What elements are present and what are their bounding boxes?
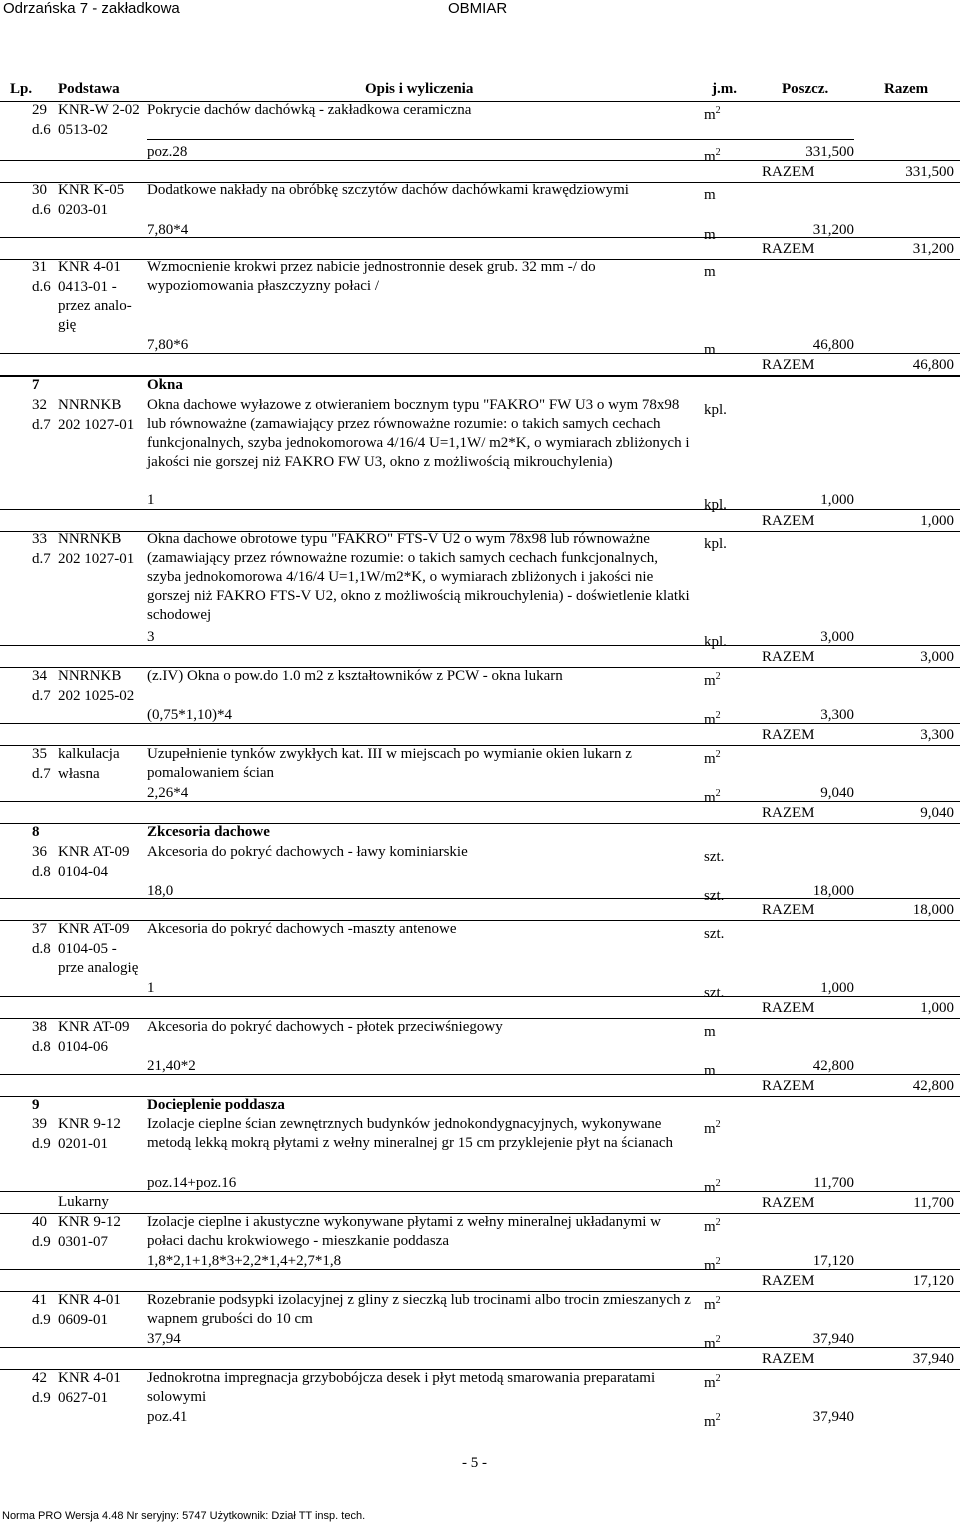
col-opis: Opis i wyliczenia bbox=[365, 81, 474, 97]
row-divider bbox=[0, 353, 960, 354]
col-lp: Lp. bbox=[10, 81, 33, 97]
row-calculation: 21,40*2 bbox=[147, 1058, 196, 1074]
row-partial-value: 37,940 bbox=[812, 1409, 854, 1425]
row-calc-unit bbox=[704, 1174, 721, 1198]
row-calc-unit-unit: m bbox=[704, 149, 716, 165]
row-unit-unit: m bbox=[704, 187, 716, 203]
row-calc-unit bbox=[704, 784, 721, 808]
row-unit-exponent: 2 bbox=[715, 105, 721, 116]
row-divider bbox=[0, 645, 960, 646]
row-division: d.9 bbox=[32, 1312, 51, 1328]
row-bottom-divider bbox=[0, 1096, 960, 1097]
row-basis-1: KNR AT-09 bbox=[58, 1019, 130, 1035]
row-lp: 33 bbox=[32, 531, 47, 547]
razem-label: RAZEM bbox=[762, 164, 815, 180]
row-calc-unit bbox=[704, 143, 721, 167]
row-calc-unit bbox=[704, 628, 727, 652]
row-calculation: 37,94 bbox=[147, 1331, 181, 1347]
section-divider bbox=[0, 376, 960, 377]
page-number: - 5 - bbox=[462, 1455, 487, 1471]
row-unit bbox=[704, 1369, 721, 1393]
row-calc-unit-unit: m bbox=[704, 790, 716, 806]
row-basis-1: KNR 4-01 bbox=[58, 259, 121, 275]
row-calc-unit-exponent: 2 bbox=[715, 788, 721, 799]
row-division: d.6 bbox=[32, 279, 51, 295]
razem-label: RAZEM bbox=[762, 1195, 815, 1211]
row-unit-exponent: 2 bbox=[715, 671, 721, 682]
row-divider bbox=[0, 237, 960, 238]
row-unit-unit: szt. bbox=[704, 849, 725, 865]
row-total-value: 11,700 bbox=[913, 1195, 954, 1211]
row-unit bbox=[704, 745, 721, 769]
section-title: Zkcesoria dachowe bbox=[147, 824, 270, 840]
row-basis-1: KNR 9-12 bbox=[58, 1116, 121, 1132]
row-unit-exponent: 2 bbox=[715, 749, 721, 760]
row-division: d.7 bbox=[32, 688, 51, 704]
row-total-value: 9,040 bbox=[920, 805, 954, 821]
row-calculation: 7,80*4 bbox=[147, 222, 189, 238]
row-basis-3: przez analo- bbox=[58, 298, 132, 314]
row-calc-unit bbox=[704, 1057, 716, 1081]
row-description: Dodatkowe nakłady na obróbkę szczytów dachów dachówkami krawędziowymi bbox=[147, 182, 629, 198]
row-description: Izolacje cieplne i akustyczne wykonywane płytami z wełny mineralnej układanymi w połaci dachu krokwiowego - mieszkanie poddasza bbox=[147, 1214, 661, 1249]
row-calc-unit-unit: kpl. bbox=[704, 634, 727, 650]
row-calc-unit-unit: szt. bbox=[704, 985, 725, 1001]
row-unit-unit: m bbox=[704, 1024, 716, 1040]
row-unit bbox=[704, 1115, 721, 1139]
row-calc-unit bbox=[704, 1252, 721, 1276]
row-calc-unit-unit: m bbox=[704, 1414, 716, 1430]
row-divider bbox=[0, 996, 960, 997]
row-unit bbox=[704, 530, 727, 554]
row-divider bbox=[0, 1074, 960, 1075]
row-division: d.8 bbox=[32, 941, 51, 957]
row-partial-value: 331,500 bbox=[805, 144, 854, 160]
row-unit bbox=[704, 1018, 716, 1042]
row-description: Rozebranie podsypki izolacyjnej z gliny z sieczką lub trocinami albo trocin zmieszanych z wapnem grubości do 10 cm bbox=[147, 1292, 691, 1327]
row-unit-unit: kpl. bbox=[704, 402, 727, 418]
row-description: Izolacje cieplne ścian zewnętrznych budynków jednokondygnacyjnych, wykonywane metodą lekką mokrą płytami z wełny mineralnej gr 15 cm przyklejenie płyt na ścianach bbox=[147, 1116, 674, 1151]
row-unit bbox=[704, 181, 716, 205]
row-calculation: 2,26*4 bbox=[147, 785, 189, 801]
row-unit-exponent: 2 bbox=[715, 1373, 721, 1384]
razem-label: RAZEM bbox=[762, 513, 815, 529]
razem-label: RAZEM bbox=[762, 241, 815, 257]
row-basis-2: 0413-01 - bbox=[58, 279, 117, 295]
row-calc-unit bbox=[704, 1408, 721, 1432]
row-partial-value: 1,000 bbox=[820, 980, 854, 996]
row-unit-unit: m bbox=[704, 1375, 716, 1391]
row-basis-3: Lukarny bbox=[58, 1194, 109, 1210]
row-unit bbox=[704, 843, 724, 867]
row-bottom-divider bbox=[0, 375, 960, 376]
row-lp: 42 bbox=[32, 1370, 47, 1386]
razem-label: RAZEM bbox=[762, 357, 815, 373]
document-type: OBMIAR bbox=[448, 0, 508, 17]
row-basis-2: 0201-01 bbox=[58, 1136, 108, 1152]
razem-label: RAZEM bbox=[762, 902, 815, 918]
row-divider bbox=[0, 160, 960, 161]
row-calculation: 18,0 bbox=[147, 883, 174, 899]
row-unit bbox=[704, 1291, 721, 1315]
row-division: d.8 bbox=[32, 864, 51, 880]
row-divider bbox=[0, 801, 960, 802]
row-partial-value: 3,300 bbox=[820, 707, 854, 723]
row-basis-2: 202 1027-01 bbox=[58, 551, 135, 567]
row-divider bbox=[0, 1191, 960, 1192]
row-unit bbox=[704, 1213, 721, 1237]
row-calculation: 1 bbox=[147, 980, 155, 996]
row-calculation: 1 bbox=[147, 492, 155, 508]
row-divider bbox=[0, 1347, 960, 1348]
section-number: 9 bbox=[32, 1097, 40, 1113]
row-basis-1: NNRNKB bbox=[58, 397, 122, 413]
row-partial-value: 37,940 bbox=[812, 1331, 854, 1347]
row-description: Okna dachowe wyłazowe z otwieraniem bocznym typu "FAKRO" FW U3 o wym 78x98 lub równoważne (zamawiający przez równoważne rozumie: o takich samych cechach funkcjonalnych, szyba jednokomorowa 4/16/4 U=1,1W/ m2*K, o wymiarach zbliżonych i jakości nie gorszej niż FAKRO FW U3, okno z możliwością mikrouchylenia) bbox=[147, 397, 690, 470]
column-header-row bbox=[0, 79, 960, 102]
row-calculation: poz.28 bbox=[147, 144, 188, 160]
row-basis-1: KNR K-05 bbox=[58, 182, 125, 198]
row-description: (z.IV) Okna o pow.do 1.0 m2 z kształtowników z PCW - okna lukarn bbox=[147, 668, 563, 684]
row-partial-value: 11,700 bbox=[813, 1175, 854, 1191]
row-basis-2: 0301-07 bbox=[58, 1234, 108, 1250]
row-calc-unit-unit: m bbox=[704, 1180, 716, 1196]
row-calculation: poz.41 bbox=[147, 1409, 188, 1425]
row-division: d.9 bbox=[32, 1390, 51, 1406]
row-total-value: 42,800 bbox=[912, 1078, 954, 1094]
row-basis-2: 0104-04 bbox=[58, 864, 108, 880]
row-lp: 32 bbox=[32, 397, 47, 413]
row-calc-unit bbox=[704, 221, 716, 245]
row-basis-1: KNR 4-01 bbox=[58, 1292, 121, 1308]
row-basis-2: 0203-01 bbox=[58, 202, 108, 218]
col-poszcz: Poszcz. bbox=[782, 81, 829, 97]
row-unit-exponent: 2 bbox=[715, 1217, 721, 1228]
row-calc-unit bbox=[704, 491, 727, 515]
row-lp: 29 bbox=[32, 102, 47, 118]
row-lp: 37 bbox=[32, 921, 47, 937]
razem-label: RAZEM bbox=[762, 1000, 815, 1016]
row-description: Wzmocnienie krokwi przez nabicie jednostronnie desek grub. 32 mm -/ do wypoziomowania płaszczyzny połaci / bbox=[147, 259, 596, 294]
calc-divider bbox=[147, 139, 854, 140]
row-description: Okna dachowe obrotowe typu "FAKRO" FTS-V U2 o wym 78x98 lub równoważne (zamawiający przez równoważne rozumie: o takich samych cechach funkcjonalnych, szyba jednokomorowa 4/16/4 U=1,1W/m2*K, o wymiarach zbliżonych i jakości nie gorszej niż FAKRO FTS-V U2, okno z możliwością mikrouchylenia) - doświetlenie klatki schodowej bbox=[147, 531, 690, 623]
section-number: 7 bbox=[32, 377, 40, 393]
row-partial-value: 1,000 bbox=[820, 492, 854, 508]
row-basis-2: 0627-01 bbox=[58, 1390, 108, 1406]
row-unit bbox=[704, 258, 716, 282]
row-total-value: 31,200 bbox=[912, 241, 954, 257]
row-description: Uzupełnienie tynków zwykłych kat. III w miejscach po wymianie okien lukarn z pomalowaniem ścian bbox=[147, 746, 632, 781]
row-basis-3: prze analogię bbox=[58, 960, 139, 976]
row-calculation: 3 bbox=[147, 629, 155, 645]
row-basis-1: KNR AT-09 bbox=[58, 921, 130, 937]
row-calculation: poz.14+poz.16 bbox=[147, 1175, 237, 1191]
row-calc-unit-exponent: 2 bbox=[715, 1334, 721, 1345]
row-total-value: 18,000 bbox=[912, 902, 954, 918]
row-partial-value: 46,800 bbox=[812, 337, 854, 353]
row-description: Akcesoria do pokryć dachowych - płotek przeciwśniegowy bbox=[147, 1019, 503, 1035]
row-unit-unit: szt. bbox=[704, 926, 725, 942]
row-division: d.7 bbox=[32, 766, 51, 782]
project-title: Odrzańska 7 - zakładkowa bbox=[3, 0, 180, 17]
row-calc-unit-exponent: 2 bbox=[715, 1256, 721, 1267]
row-unit bbox=[704, 920, 724, 944]
row-basis-4: gię bbox=[58, 317, 77, 333]
col-razem: Razem bbox=[884, 81, 929, 97]
row-basis-1: NNRNKB bbox=[58, 668, 122, 684]
razem-label: RAZEM bbox=[762, 1273, 815, 1289]
row-calc-unit-exponent: 2 bbox=[715, 147, 721, 158]
row-total-value: 331,500 bbox=[905, 164, 954, 180]
row-basis-2: 202 1025-02 bbox=[58, 688, 135, 704]
row-basis-2: 202 1027-01 bbox=[58, 417, 135, 433]
row-total-value: 17,120 bbox=[912, 1273, 954, 1289]
row-unit bbox=[704, 101, 721, 125]
row-divider bbox=[0, 898, 960, 899]
row-unit bbox=[704, 667, 721, 691]
row-total-value: 3,300 bbox=[920, 727, 954, 743]
razem-label: RAZEM bbox=[762, 727, 815, 743]
row-lp: 34 bbox=[32, 668, 47, 684]
row-calc-unit bbox=[704, 979, 724, 1003]
row-unit-exponent: 2 bbox=[715, 1295, 721, 1306]
row-unit-unit: m bbox=[704, 1297, 716, 1313]
row-lp: 36 bbox=[32, 844, 47, 860]
row-unit-unit: m bbox=[704, 673, 716, 689]
row-unit-exponent: 2 bbox=[715, 1119, 721, 1130]
row-lp: 30 bbox=[32, 182, 47, 198]
row-basis-1: KNR 9-12 bbox=[58, 1214, 121, 1230]
row-calc-unit-unit: kpl. bbox=[704, 497, 727, 513]
row-calc-unit bbox=[704, 336, 716, 360]
row-calc-unit-unit: m bbox=[704, 1258, 716, 1274]
row-calc-unit-unit: szt. bbox=[704, 888, 725, 904]
row-basis-1: kalkulacja bbox=[58, 746, 120, 762]
row-total-value: 46,800 bbox=[912, 357, 954, 373]
row-division: d.6 bbox=[32, 122, 51, 138]
row-lp: 31 bbox=[32, 259, 47, 275]
row-division: d.7 bbox=[32, 551, 51, 567]
row-calculation: 1,8*2,1+1,8*3+2,2*1,4+2,7*1,8 bbox=[147, 1253, 342, 1269]
row-basis-1: KNR AT-09 bbox=[58, 844, 130, 860]
row-basis-2: 0609-01 bbox=[58, 1312, 108, 1328]
row-calc-unit-unit: m bbox=[704, 342, 716, 358]
row-basis-1: KNR-W 2-02 bbox=[58, 102, 140, 118]
section-title: Docieplenie poddasza bbox=[147, 1097, 285, 1113]
row-partial-value: 31,200 bbox=[812, 222, 854, 238]
razem-label: RAZEM bbox=[762, 1351, 815, 1367]
row-partial-value: 17,120 bbox=[812, 1253, 854, 1269]
row-description: Jednokrotna impregnacja grzybobójcza desek i płyt metodą smarowania preparatami solowymi bbox=[147, 1370, 656, 1405]
row-lp: 40 bbox=[32, 1214, 47, 1230]
col-jm: j.m. bbox=[712, 81, 737, 97]
row-calc-unit-exponent: 2 bbox=[715, 710, 721, 721]
row-calc-unit bbox=[704, 1330, 721, 1354]
row-lp: 39 bbox=[32, 1116, 47, 1132]
row-unit-unit: m bbox=[704, 1121, 716, 1137]
row-calculation: 7,80*6 bbox=[147, 337, 189, 353]
row-division: d.9 bbox=[32, 1234, 51, 1250]
row-basis-2: 0104-05 - bbox=[58, 941, 117, 957]
row-calc-unit bbox=[704, 706, 721, 730]
row-lp: 38 bbox=[32, 1019, 47, 1035]
row-basis-1: NNRNKB bbox=[58, 531, 122, 547]
row-bottom-divider bbox=[0, 823, 960, 824]
row-total-value: 37,940 bbox=[912, 1351, 954, 1367]
row-partial-value: 42,800 bbox=[812, 1058, 854, 1074]
row-description: Akcesoria do pokryć dachowych -maszty antenowe bbox=[147, 921, 457, 937]
razem-label: RAZEM bbox=[762, 1078, 815, 1094]
row-calc-unit-unit: m bbox=[704, 227, 716, 243]
row-calc-unit-exponent: 2 bbox=[715, 1178, 721, 1189]
row-division: d.6 bbox=[32, 202, 51, 218]
section-number: 8 bbox=[32, 824, 40, 840]
row-calc-unit-unit: m bbox=[704, 1336, 716, 1352]
row-calc-unit-unit: m bbox=[704, 1063, 716, 1079]
row-calc-unit bbox=[704, 882, 724, 906]
row-divider bbox=[0, 723, 960, 724]
row-partial-value: 3,000 bbox=[820, 629, 854, 645]
row-divider bbox=[0, 1269, 960, 1270]
row-division: d.8 bbox=[32, 1039, 51, 1055]
row-calculation: (0,75*1,10)*4 bbox=[147, 707, 232, 723]
row-unit-unit: m bbox=[704, 264, 716, 280]
row-basis-2: 0513-02 bbox=[58, 122, 108, 138]
row-total-value: 1,000 bbox=[920, 1000, 954, 1016]
section-title: Okna bbox=[147, 377, 183, 393]
row-calc-unit-exponent: 2 bbox=[715, 1412, 721, 1423]
col-podstawa: Podstawa bbox=[58, 81, 120, 97]
row-unit-unit: m bbox=[704, 107, 716, 123]
page-header bbox=[0, 0, 960, 20]
row-total-value: 1,000 bbox=[920, 513, 954, 529]
row-unit bbox=[704, 396, 727, 420]
row-calc-unit-unit: m bbox=[704, 712, 716, 728]
row-description: Akcesoria do pokryć dachowych - ławy kominiarskie bbox=[147, 844, 468, 860]
row-unit-unit: kpl. bbox=[704, 536, 727, 552]
row-division: d.7 bbox=[32, 417, 51, 433]
row-total-value: 3,000 bbox=[920, 649, 954, 665]
razem-label: RAZEM bbox=[762, 649, 815, 665]
row-lp: 35 bbox=[32, 746, 47, 762]
row-unit-unit: m bbox=[704, 751, 716, 767]
row-description: Pokrycie dachów dachówką - zakładkowa ceramiczna bbox=[147, 102, 472, 118]
row-basis-2: 0104-06 bbox=[58, 1039, 108, 1055]
row-partial-value: 9,040 bbox=[820, 785, 854, 801]
row-division: d.9 bbox=[32, 1136, 51, 1152]
row-lp: 41 bbox=[32, 1292, 47, 1308]
row-basis-1: KNR 4-01 bbox=[58, 1370, 121, 1386]
footer-info: Norma PRO Wersja 4.48 Nr seryjny: 5747 Użytkownik: Dział TT insp. tech. bbox=[2, 1510, 366, 1522]
row-unit-unit: m bbox=[704, 1219, 716, 1235]
razem-label: RAZEM bbox=[762, 805, 815, 821]
row-partial-value: 18,000 bbox=[812, 883, 854, 899]
row-divider bbox=[0, 509, 960, 510]
row-basis-2: własna bbox=[58, 766, 100, 782]
